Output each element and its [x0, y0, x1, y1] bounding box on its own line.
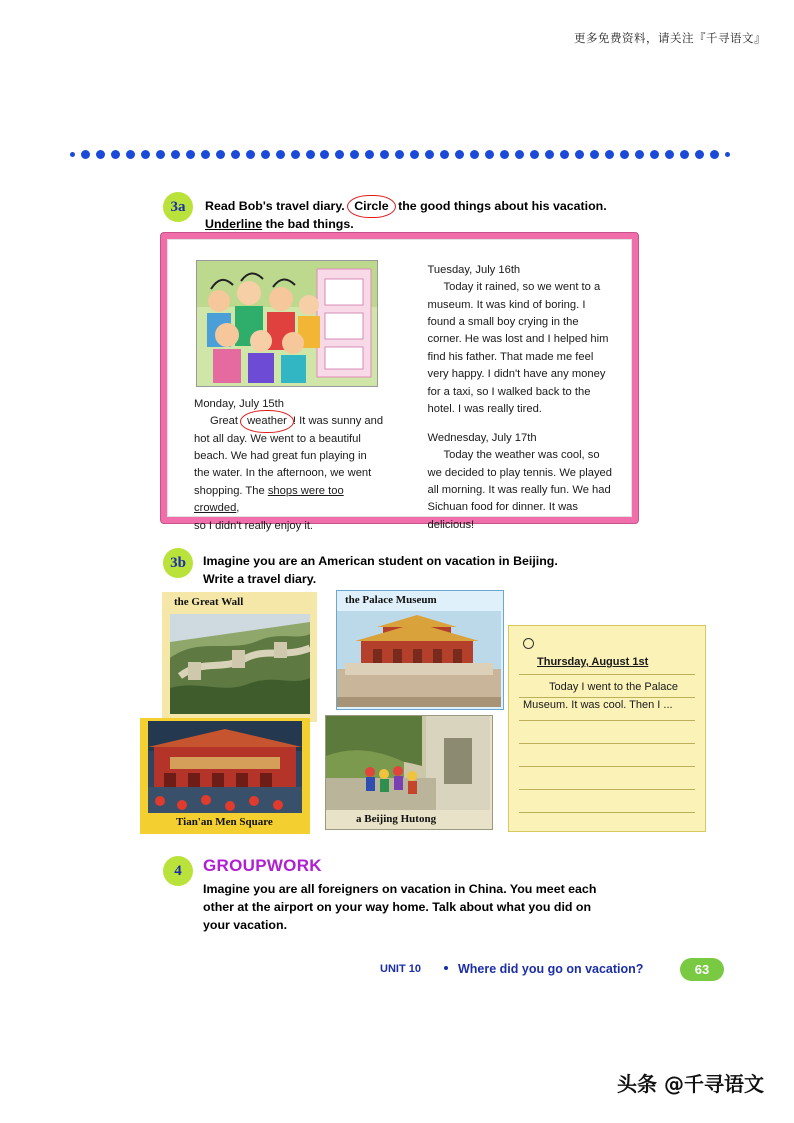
instruction-4-line3: your vacation. — [203, 917, 288, 932]
crowded-shops-picture — [196, 260, 378, 387]
monday-line1-pre: Great — [210, 415, 242, 428]
notepad-title: Thursday, August 1st — [537, 656, 649, 668]
circled-word-weather: weather — [241, 413, 293, 430]
monday-line6: so I didn't really enjoy it. — [194, 519, 314, 532]
monday-line4: the water. In the afternoon, we went — [194, 467, 372, 480]
diary-body-wednesday: Today the weather was cool, so we decided to play tennis. We played all morning. It was really fun. We had Sichuan food for dinner. It was delicious! — [427, 449, 613, 531]
monday-line5-post: , — [236, 502, 240, 515]
footer-separator-dot — [444, 966, 448, 970]
page-footer — [380, 960, 720, 982]
watermark-bottom: 头条 @千寻语文 — [617, 1072, 764, 1096]
notepad-hole-icon — [523, 638, 534, 649]
section-number-3a: 3a — [163, 192, 193, 222]
monday-line3: beach. We had great fun playing in — [194, 450, 367, 463]
instruction-3b-line1: Imagine you are an American student on vacation in Beijing. — [203, 554, 558, 568]
photo-caption-great-wall: the Great Wall — [174, 596, 244, 608]
monday-line2: hot all day. We went to a beautiful — [194, 432, 361, 445]
circled-word-circle: Circle — [348, 198, 394, 216]
underlined-word-underline: Underline — [205, 216, 263, 231]
diary-entry-monday — [194, 396, 384, 535]
instruction-3a — [205, 198, 705, 234]
instruction-4-line1: Imagine you are all foreigners on vacation in China. You meet each — [203, 882, 597, 896]
diary-right-page — [400, 240, 632, 531]
instruction-3b-line2: Write a travel diary. — [203, 571, 317, 586]
instruction-3a-pre: Read Bob's travel diary. — [205, 199, 349, 213]
photo-palace-museum — [336, 590, 504, 710]
diary-date-tuesday: Tuesday, July 16th — [427, 264, 521, 276]
diary-entry-tuesday — [428, 262, 616, 418]
diary-body-tuesday: Today it rained, so we went to a museum. It was kind of boring. I found a small boy crying in the corner. He was lost and I helped him find his father. That made me feel very happy. I didn't have any money for a taxi, so I walked back to the hotel. I was really tired. — [427, 281, 609, 415]
photo-beijing-hutong — [325, 715, 493, 830]
footer-unit-label: UNIT 10 — [380, 963, 421, 975]
section-number-4: 4 — [163, 856, 193, 886]
instruction-3a-end: the bad things. — [262, 216, 354, 231]
page-number-badge: 63 — [680, 958, 724, 981]
instruction-4-line2: other at the airport on your way home. Talk about what you did on — [203, 899, 592, 914]
diary-book-illustration — [160, 232, 639, 532]
photo-caption-palace-museum: the Palace Museum — [345, 594, 437, 606]
monday-line1-post: ! It was sunny and — [292, 415, 384, 428]
monday-line5-pre: shopping. The — [194, 484, 268, 497]
travel-diary-notepad[interactable] — [508, 625, 706, 832]
photo-caption-beijing-hutong: a Beijing Hutong — [356, 813, 437, 825]
watermark-top: 更多免费资料，请关注『千寻语文』 — [574, 31, 766, 45]
decorative-dot-rule — [70, 147, 730, 161]
instruction-3a-mid: the good things about his vacation. — [394, 199, 607, 213]
diary-left-page — [168, 240, 401, 532]
diary-date-monday: Monday, July 15th — [194, 398, 284, 410]
diary-date-wednesday: Wednesday, July 17th — [427, 432, 537, 444]
footer-unit-title: Where did you go on vacation? — [458, 962, 644, 976]
photo-great-wall — [162, 592, 317, 722]
groupwork-heading: GROUPWORK — [203, 856, 322, 875]
instruction-4 — [203, 881, 693, 935]
diary-entry-wednesday — [428, 430, 616, 534]
photo-tiananmen-square — [140, 718, 310, 834]
section-number-3b: 3b — [163, 548, 193, 578]
notepad-body: Today I went to the Palace Museum. It was cool. Then I ... — [523, 681, 679, 712]
instruction-3b — [203, 553, 703, 589]
photo-caption-tiananmen-square: Tian'an Men Square — [176, 816, 273, 828]
underlined-phrase-shops-crowded: shops were too crowded — [194, 484, 344, 515]
